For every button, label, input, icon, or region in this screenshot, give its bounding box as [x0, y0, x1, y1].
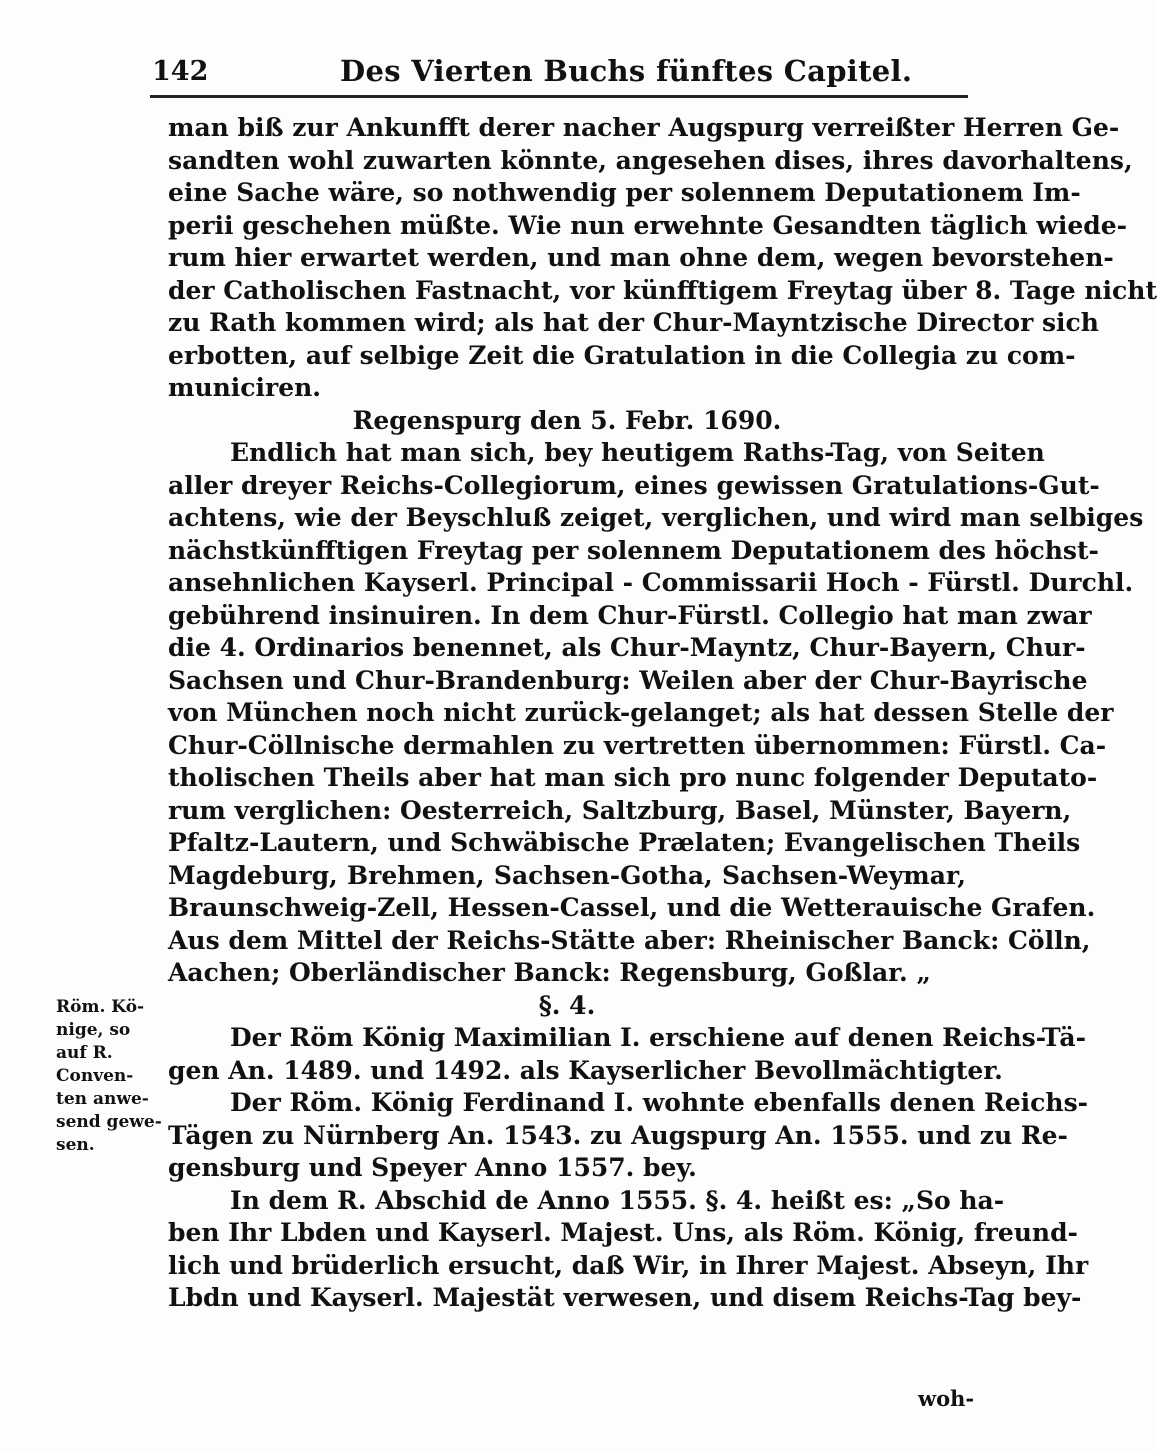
text-line: ben Ihr Lbden und Kayserl. Majest. Uns, als Röm. König, freund- [168, 1218, 1078, 1247]
text-line: gen An. 1489. und 1492. als Kayserlicher Bevollmächtigter. [168, 1055, 1003, 1085]
page-number: 142 [152, 56, 209, 87]
margin-note-line: nige, so [56, 1020, 131, 1040]
text-line: In dem R. Abschid de Anno 1555. §. 4. heißt es: „So ha- [230, 1185, 1005, 1215]
text-line: sandten wohl zuwarten könnte, angesehen dises, ihres davorhaltens, [168, 145, 1133, 175]
header-rule [150, 95, 968, 98]
catchword: woh- [918, 1386, 975, 1411]
text-line: ansehnlichen Kayserl. Principal - Commissarii Hoch - Fürstl. Durchl. [168, 568, 1134, 597]
margin-note-line: Röm. Kö- [56, 997, 145, 1017]
text-line: Pfaltz-Lautern, und Schwäbische Prælaten; Evangelischen Theils [168, 828, 1081, 857]
section-heading: §. 4. [538, 990, 596, 1020]
text-line: erbotten, auf selbige Zeit die Gratulation in die Collegia zu com- [168, 340, 1076, 370]
text-line: Sachsen und Chur-Brandenburg: Weilen aber der Chur-Bayrische [168, 665, 1088, 695]
text-line: Tägen zu Nürnberg An. 1543. zu Augspurg An. 1555. und zu Re- [168, 1120, 1068, 1150]
text-line: tholischen Theils aber hat man sich pro nunc folgender Deputato- [168, 763, 1098, 792]
body-text [168, 112, 1157, 1315]
text-line: die 4. Ordinarios benennet, als Chur-Mayntz, Chur-Bayern, Chur- [168, 633, 1086, 662]
text-line: gensburg und Speyer Anno 1557. bey. [168, 1153, 697, 1182]
text-line: der Catholischen Fastnacht, vor künfftigem Freytag über 8. Tage nicht [168, 275, 1157, 305]
margin-note-line: auf R. [56, 1043, 113, 1063]
text-line: achtens, wie der Beyschluß zeiget, verglichen, und wird man selbiges [168, 503, 1144, 532]
text-line: Aus dem Mittel der Reichs-Stätte aber: Rheinischer Banck: Cölln, [168, 925, 1091, 955]
margin-note-line: sen. [56, 1135, 95, 1155]
text-line: eine Sache wäre, so nothwendig per solennem Deputationem Im- [168, 178, 1081, 207]
text-line: nächstkünfftigen Freytag per solennem Deputationem des höchst- [168, 535, 1099, 565]
text-line: Der Röm König Maximilian I. erschiene auf denen Reichs-Tä- [230, 1023, 1086, 1052]
page-header [152, 50, 962, 94]
text-line: rum hier erwartet werden, und man ohne dem, wegen bevorstehen- [168, 243, 1114, 272]
text-line: Braunschweig-Zell, Hessen-Cassel, und die Wetterauische Grafen. [168, 893, 1096, 922]
text-line: Magdeburg, Brehmen, Sachsen-Gotha, Sachsen-Weymar, [168, 860, 966, 890]
dateline: Regenspurg den 5. Febr. 1690. [352, 405, 782, 435]
text-line: Chur-Cöllnische dermahlen zu vertretten übernommen: Fürstl. Ca- [168, 730, 1107, 760]
text-line: Aachen; Oberländischer Banck: Regensburg, Goßlar. „ [168, 958, 931, 987]
text-line: Endlich hat man sich, bey heutigem Raths-Tag, von Seiten [230, 438, 1045, 467]
text-line: von München noch nicht zurück-gelanget; als hat dessen Stelle der [168, 698, 1114, 727]
margin-note [56, 996, 166, 1157]
running-title: Des Vierten Buchs fünftes Capitel. [340, 54, 913, 88]
text-line: rum verglichen: Oesterreich, Saltzburg, Basel, Münster, Bayern, [168, 795, 1072, 825]
text-line: zu Rath kommen wird; als hat der Chur-Mayntzische Director sich [168, 308, 1099, 337]
margin-note-line: ten anwe- [56, 1089, 149, 1109]
text-line: aller dreyer Reichs-Collegiorum, eines gewissen Gratulations-Gut- [168, 470, 1100, 500]
text-line: gebührend insinuiren. In dem Chur-Fürstl. Collegio hat man zwar [168, 600, 1092, 630]
text-line: Lbdn und Kayserl. Majestät verwesen, und disem Reichs-Tag bey- [168, 1283, 1082, 1312]
margin-note-line: Conven- [56, 1066, 134, 1086]
text-line: lich und brüderlich ersucht, daß Wir, in Ihrer Majest. Abseyn, Ihr [168, 1250, 1089, 1280]
text-line: perii geschehen müßte. Wie nun erwehnte Gesandten täglich wiede- [168, 210, 1127, 240]
text-line: municiren. [168, 373, 321, 402]
margin-note-line: send gewe- [56, 1112, 162, 1132]
text-line: man biß zur Ankunfft derer nacher Augspurg verreißter Herren Ge- [168, 113, 1120, 142]
text-line: Der Röm. König Ferdinand I. wohnte ebenfalls denen Reichs- [230, 1088, 1089, 1117]
